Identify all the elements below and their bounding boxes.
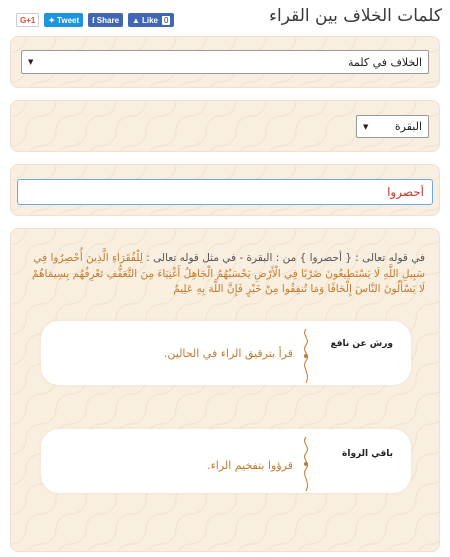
ornament-divider-icon <box>299 327 313 385</box>
reading-card <box>41 429 411 493</box>
tweet-button[interactable] <box>44 13 83 27</box>
verse-quote: لِلْفُقَرَاءِ الَّذِينَ أُحْصِرُوا فِي سَبِيلِ اللَّهِ لَا يَسْتَطِيعُونَ ضَرْبًا فِي الْأَرْضِ يَحْسَبُهُمُ الْجَاهِلُ أَغْنِيَاءَ مِنَ التَّعَفُّفِ تَعْرِفُهُم بِسِيمَاهُمْ لَا يَسْأَلُونَ النَّاسَ إِلْحَافًا وَمَا تُنفِقُوا مِنْ خَيْرٍ فَإِنَّ اللَّهَ بِهِ عَلِيمٌ <box>32 252 425 295</box>
tweet-label: Tweet <box>57 15 80 25</box>
reader-name: باقي الرواة <box>342 449 393 459</box>
page-title: كلمات الخلاف بين القراء <box>269 6 442 26</box>
difference-type-value: الخلاف في كلمة <box>347 55 422 69</box>
reading-description: قرؤوا بتفخيم الراء. <box>207 459 293 472</box>
facebook-share-button[interactable] <box>88 13 123 27</box>
verse-intro: في قوله تعالى : { أحصروا } من : البقرة - في مثل قوله تعالى : <box>142 252 425 264</box>
surah-select-panel <box>10 100 440 152</box>
word-input-panel <box>10 164 440 216</box>
social-buttons <box>16 13 174 27</box>
share-label: Share <box>96 15 120 25</box>
reader-name: ورش عن نافع <box>330 339 393 349</box>
result-panel <box>10 228 440 552</box>
dropdown-arrow-icon: ▼ <box>28 58 34 66</box>
thumbs-up-icon: ▲ <box>132 15 140 25</box>
page-header <box>0 0 450 36</box>
surah-value: البقرة <box>394 120 422 133</box>
ornament-divider-icon <box>299 435 313 493</box>
reading-description: قرأ بترقيق الراء في الحالين. <box>163 347 293 360</box>
word-input[interactable] <box>17 179 433 205</box>
google-plus-button[interactable]: G+1 <box>16 13 39 27</box>
verse-text <box>25 251 425 298</box>
dropdown-arrow-icon: ▼ <box>363 122 369 131</box>
like-label: Like <box>141 15 158 25</box>
surah-select[interactable] <box>356 115 429 138</box>
difference-type-select[interactable] <box>21 50 429 74</box>
type-select-panel <box>10 36 440 88</box>
reading-card <box>41 321 411 385</box>
facebook-icon: f <box>92 15 95 25</box>
facebook-like-button[interactable] <box>128 13 174 27</box>
twitter-bird-icon: ✦ <box>48 15 56 25</box>
like-count: 0 <box>163 15 169 25</box>
